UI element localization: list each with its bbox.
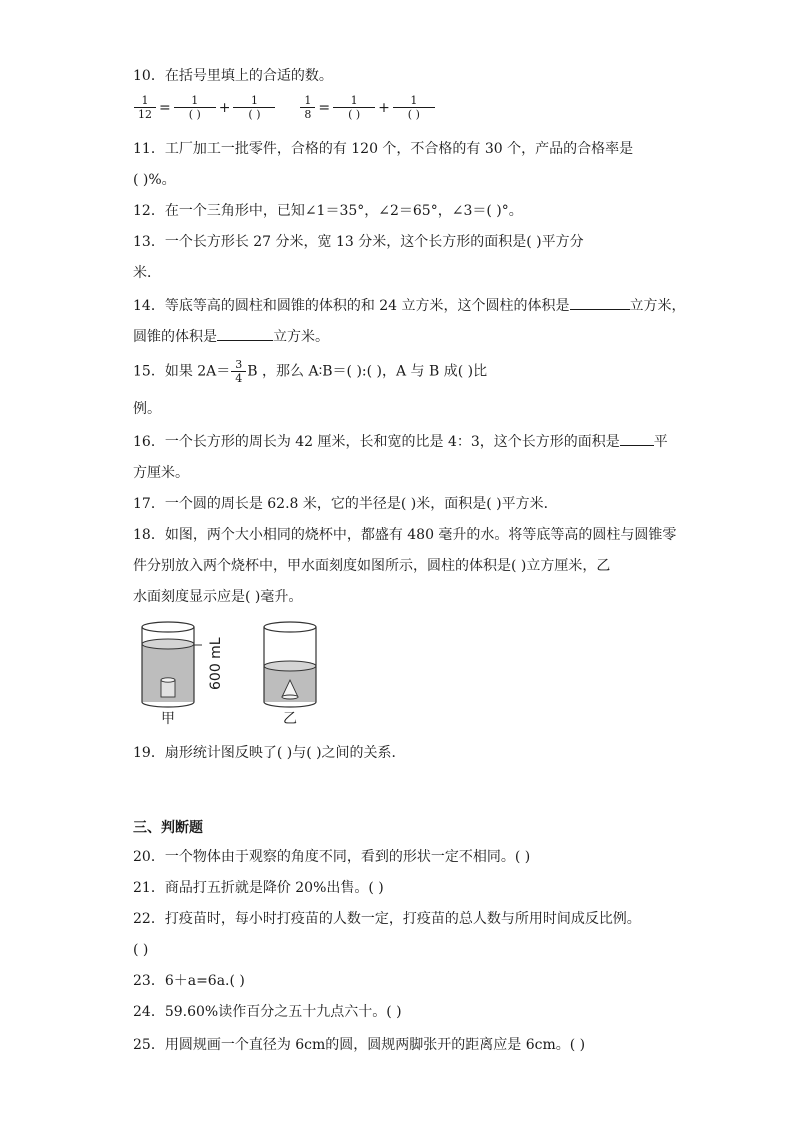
fraction-blank-b[interactable]: $\frac{1}{( )}$	[233, 94, 275, 121]
q11-answer-blank[interactable]: ( )%。	[133, 172, 176, 188]
q14-text-d: 立方米。	[273, 329, 329, 345]
q16-line1	[133, 433, 668, 451]
q12-line1: 12．在一个三角形中，已知∠1＝35°，∠2＝65°，∠3＝( )°。	[133, 203, 523, 219]
q16-text-b: 平	[653, 434, 668, 450]
q15-text-b: B ，那么 A∶B＝( ):( )，A 与 B 成( )比	[247, 363, 488, 380]
q21-line1: 21．商品打五折就是降价 20%出售。( )	[133, 880, 384, 896]
label-yi: 乙	[283, 711, 297, 727]
section-title-judgement: 三、判断题	[133, 820, 203, 836]
q20-line1: 20．一个物体由于观察的角度不同，看到的形状一定不相同。( )	[133, 849, 531, 865]
beakers-figure	[130, 618, 330, 732]
fraction-1-8: $\frac{1}{8}$	[300, 94, 315, 121]
q13-line1: 13．一个长方形长 27 分米，宽 13 分米，这个长方形的面积是( )平方分	[133, 234, 584, 250]
q25-line1: 25．用圆规画一个直径为 6cm的圆，圆规两脚张开的距离应是 6cm。( )	[133, 1037, 586, 1053]
q10-number: 10．	[133, 68, 165, 84]
q14-text-b: 立方米，	[629, 298, 686, 314]
q22-line1: 22．打疫苗时，每小时打疫苗的人数一定，打疫苗的总人数与所用时间成反比例。	[133, 911, 641, 927]
q10-equations	[133, 94, 436, 121]
water-surface-right	[264, 661, 316, 671]
label-jia: 甲	[161, 711, 175, 727]
q14-line2	[133, 328, 329, 346]
fraction-3-4: $\frac{3}{4}$	[231, 358, 246, 385]
equals-sign: =	[159, 99, 171, 116]
q10-text: 在括号里填上的合适的数。	[164, 68, 333, 84]
plus-sign: +	[378, 99, 390, 116]
q19-line1: 19．扇形统计图反映了( )与( )之间的关系．	[133, 745, 406, 761]
q11-line1: 11．工厂加工一批零件，合格的有 120 个，不合格的有 30 个，产品的合格率是	[133, 141, 634, 157]
beaker-right-rim	[264, 622, 316, 632]
q18-line3: 水面刻度显示应是( )毫升。	[133, 589, 303, 605]
scale-label: 600 mL	[208, 637, 224, 690]
beaker-left-rim	[142, 622, 194, 632]
fraction-blank-c[interactable]: $\frac{1}{( )}$	[333, 94, 375, 121]
q13-line2: 米．	[133, 265, 161, 281]
fraction-blank-d[interactable]: $\frac{1}{( )}$	[393, 94, 435, 121]
water-surface-left	[142, 639, 194, 649]
q22-answer-blank[interactable]: ( )	[133, 942, 149, 958]
q15-text-a: 15．如果 2A＝	[133, 363, 231, 380]
q15-line1	[133, 358, 487, 385]
fraction-blank-a[interactable]: $\frac{1}{( )}$	[174, 94, 216, 121]
q14-text-c: 圆锥的体积是	[133, 329, 217, 345]
plus-sign: +	[218, 99, 231, 116]
beaker-left	[142, 622, 202, 707]
equals-sign: =	[318, 99, 331, 116]
q16-text-a: 16．一个长方形的周长为 42 厘米，长和宽的比是 4：3，这个长方形的面积是	[133, 434, 620, 450]
q14-blank-cone[interactable]	[217, 328, 273, 341]
q16-blank-area[interactable]	[620, 433, 654, 446]
q10-heading	[133, 67, 333, 85]
q16-line2: 方厘米。	[133, 465, 189, 481]
beakers-svg	[130, 618, 330, 728]
q14-line1	[133, 297, 686, 315]
q15-line2: 例。	[133, 401, 161, 417]
q18-line1: 18．如图，两个大小相同的烧杯中，都盛有 480 毫升的水。将等底等高的圆柱与圆锥零	[133, 527, 677, 543]
q18-line2: 件分别放入两个烧杯中，甲水面刻度如图所示，圆柱的体积是( )立方厘米，乙	[133, 558, 611, 574]
q23-line1: 23．6＋a=6a.( )	[133, 973, 245, 989]
q24-line1: 24．59.60%读作百分之五十九点六十。( )	[133, 1004, 402, 1020]
q17-line1: 17．一个圆的周长是 62.8 米，它的半径是( )米，面积是( )平方米．	[133, 496, 558, 512]
beaker-right	[264, 622, 316, 707]
q14-text-a: 14．等底等高的圆柱和圆锥的体积的和 24 立方米，这个圆柱的体积是	[133, 298, 570, 314]
q14-blank-cylinder[interactable]	[570, 297, 630, 310]
fraction-1-12: $\frac{1}{12}$	[134, 94, 156, 121]
